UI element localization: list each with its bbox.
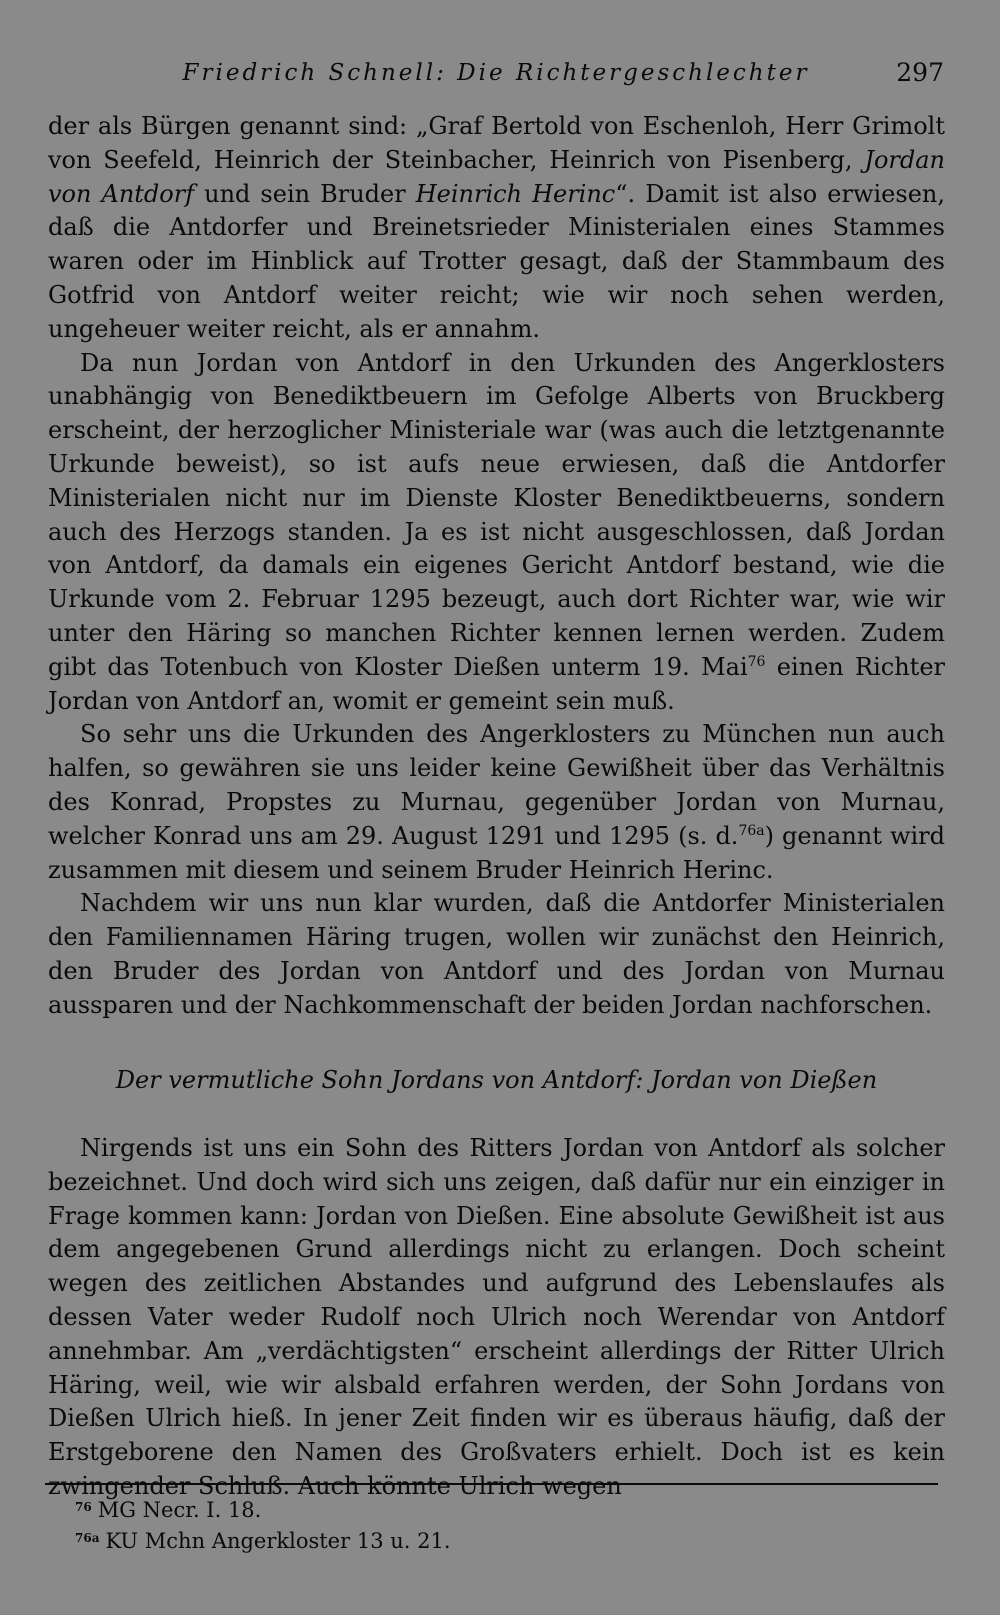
page-header bbox=[48, 56, 944, 92]
footnote bbox=[45, 1526, 938, 1557]
main-text bbox=[48, 110, 945, 1023]
paragraph-1: der als Bürgen genannt sind: „Graf Bertold von Eschenloh, Herr Grimolt von Seefeld, Heinrich der Steinbacher, Heinrich von Pisenberg, Jordan von Antdorf und sein Bruder Heinrich Herinc“. Damit ist also erwiesen, daß die Antdorfer und Breinetsrieder Ministerialen eines Stammes waren oder im Hinblick auf Trotter gesagt, daß der Stammbaum des Gotfrid von Antdorf weiter reicht; wie wir noch sehen werden, ungeheuer weiter reicht, als er annahm. bbox=[48, 112, 945, 343]
paragraph-2: Da nun Jordan von Antdorf in den Urkunden des Angerklosters unabhängig von Benediktbeuern im Gefolge Alberts von Bruckberg erscheint, der herzoglicher Ministeriale war (was auch die letztgenannte Urkunde beweist), so ist aufs neue erwiesen, daß die Antdorfer Ministerialen nicht nur im Dienste Kloster Benediktbeuerns, sondern auch des Herzogs standen. Ja es ist nicht ausgeschlossen, daß Jordan von Antdorf, da damals ein eigenes Gericht Antdorf bestand, wie die Urkunde vom 2. Februar 1295 bezeugt, auch dort Richter war, wie wir unter den Häring so manchen Richter kennen lernen werden. Zudem gibt das Totenbuch von Kloster Dießen unterm 19. Mai$^{76}$ einen Richter Jordan von Antdorf an, womit er gemeint sein muß. bbox=[48, 348, 946, 715]
running-head: Friedrich Schnell: Die Richtergeschlechter bbox=[182, 60, 810, 86]
footnote-mark: 76a bbox=[75, 1531, 100, 1545]
page-number: 297 bbox=[896, 58, 944, 87]
paragraph-4: Nachdem wir uns nun klar wurden, daß die Antdorfer Ministerialen den Familiennamen Häring trugen, wollen wir zunächst den Heinrich, den Bruder des Jordan von Antdorf und des Jordan von Murnau aussparen und der Nachkommenschaft der beiden Jordan nachforschen. bbox=[48, 889, 945, 1019]
footnote-ref-76a[interactable]: 76a bbox=[738, 822, 765, 839]
footnote bbox=[45, 1495, 938, 1526]
section-heading: Der vermutliche Sohn Jordans von Antdorf: Jordan von Dießen bbox=[115, 1066, 878, 1094]
section-text bbox=[48, 1132, 945, 1504]
footnote-ref-76[interactable]: 76 bbox=[747, 653, 766, 670]
paragraph-3: So sehr uns die Urkunden des Angerklosters zu München nun auch halfen, so gewähren sie uns leider keine Gewißheit über das Verhältnis des Konrad, Propstes zu Murnau, gegenüber Jordan von Murnau, welcher Konrad uns am 29. August 1291 und 1295 (s. d.$^{76a}$) genannt wird zusammen mit diesem und seinem Bruder Heinrich Herinc. bbox=[48, 720, 946, 884]
paragraph-5: Nirgends ist uns ein Sohn des Ritters Jordan von Antdorf als solcher bezeichnet. Und doch wird sich uns zeigen, daß dafür nur ein einziger in Frage kommen kann: Jordan von Dießen. Eine absolute Gewißheit ist aus dem angegebenen Grund allerdings nicht zu erlangen. Doch scheint wegen des zeitlichen Abstandes und aufgrund des Lebenslaufes als dessen Vater weder Rudolf noch Ulrich noch Werendar von Antdorf annehmbar. Am „verdächtigsten“ erscheint allerdings der Ritter Ulrich Häring, weil, wie wir alsbald erfahren werden, der Sohn Jordans von Dießen Ulrich hieß. In jener Zeit finden wir es überaus häufig, daß der Erstgeborene den Namen des Großvaters erhielt. Doch ist es kein zwingender Schluß. Auch könnte Ulrich wegen bbox=[48, 1134, 945, 1500]
footnote-mark: 76 bbox=[75, 1500, 92, 1514]
footnote-text: MG Necr. I. 18. bbox=[97, 1498, 262, 1522]
footnotes bbox=[45, 1483, 938, 1557]
footnote-text: KU Mchn Angerkloster 13 u. 21. bbox=[105, 1529, 451, 1553]
